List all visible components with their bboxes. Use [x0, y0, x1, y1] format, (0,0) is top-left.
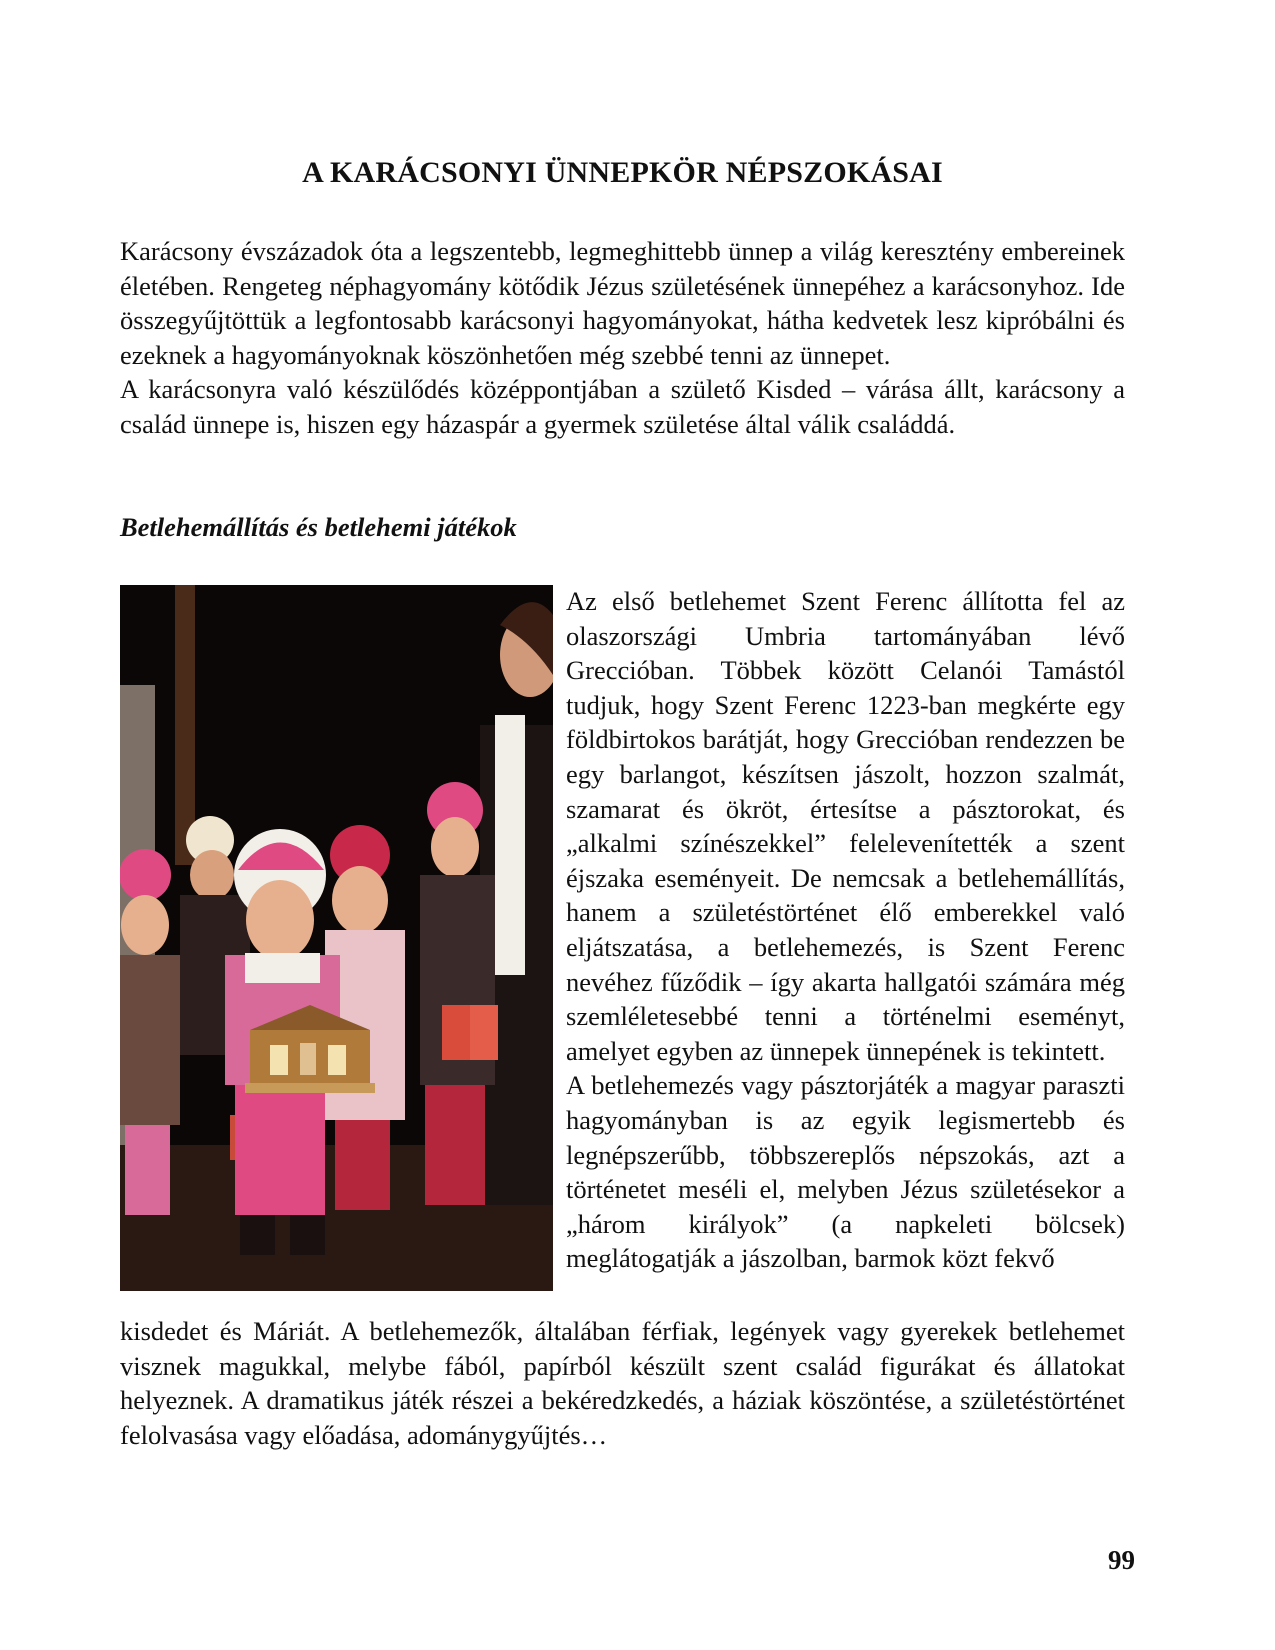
- section-paragraph: Az első betlehemet Szent Ferenc állította fel az olaszországi Umbria tartományában lévő Greccióban. Többek között Celanói Tamástól tudjuk, hogy Szent Ferenc 1223-ban megkérte egy földbirtokos barátját, hogy Greccióban rendezzen be egy barlangot, készítsen jászolt, hozzon szalmát, szamarat és ökröt, értesítse a pásztorokat, és „alkalmi színészekkel” felelevenítették a szent éjszaka eseményeit. De nemcsak a betlehemállítás, hanem a születéstörténet élő emberekkel való eljátszatása, a betlehemezés, is Szent Ferenc nevéhez fűződik – így akarta hallgatói számára még szemléletesebbé tenni a történelmi eseményt, amelyet egyben az ünnepek ünnepének is tekintett.: [566, 586, 1125, 1066]
- section-column: [566, 584, 1125, 1276]
- photo-illustration: [120, 585, 553, 1291]
- section-paragraph-continued: kisdedet és Máriát. A betlehemezők, általában férfiak, legények vagy gyerekek betlehemet visznek magukkal, melybe fából, papírból készült szent család figurákat és állatokat helyeznek. A dramatikus játék részei a bekéredzkedés, a háziak köszöntése, a születéstörténet felolvasása vagy előadása, adománygyűjtés…: [120, 1316, 1125, 1450]
- section-title: Betlehemállítás és betlehemi játékok: [120, 512, 517, 542]
- intro-paragraph: A karácsonyra való készülődés középpontjában a születő Kisded – várása állt, karácsony a család ünnepe is, hiszen egy házaspár a gyermek születése által válik családdá.: [120, 374, 1125, 439]
- page-title: A KARÁCSONYI ÜNNEPKÖR NÉPSZOKÁSAI: [302, 156, 943, 190]
- intro-section: [120, 234, 1125, 442]
- page-number: 99: [1108, 1545, 1135, 1575]
- photo-children-with-nativity-scene: [120, 585, 553, 1291]
- intro-paragraph: Karácsony évszázadok óta a legszentebb, legmeghittebb ünnep a világ keresztény embereinek életében. Rengeteg néphagyomány kötődik Jézus születésének ünnepéhez a karácsonyhoz. Ide összegyűjtöttük a legfontosabb karácsonyi hagyományokat, hátha kedvetek lesz kipróbálni és ezeknek a hagyományoknak köszönhetően még szebbé tenni az ünnepet.: [120, 236, 1125, 370]
- section-paragraph: A betlehemezés vagy pásztorjáték a magyar paraszti hagyományban is az egyik legismertebb és legnépszerűbb, többszereplős népszokás, azt a történetet meséli el, melyben Jézus születésekor a „három királyok” (a napkeleti bölcsek) meglátogatják a jászolban, barmok közt fekvő: [566, 1070, 1125, 1274]
